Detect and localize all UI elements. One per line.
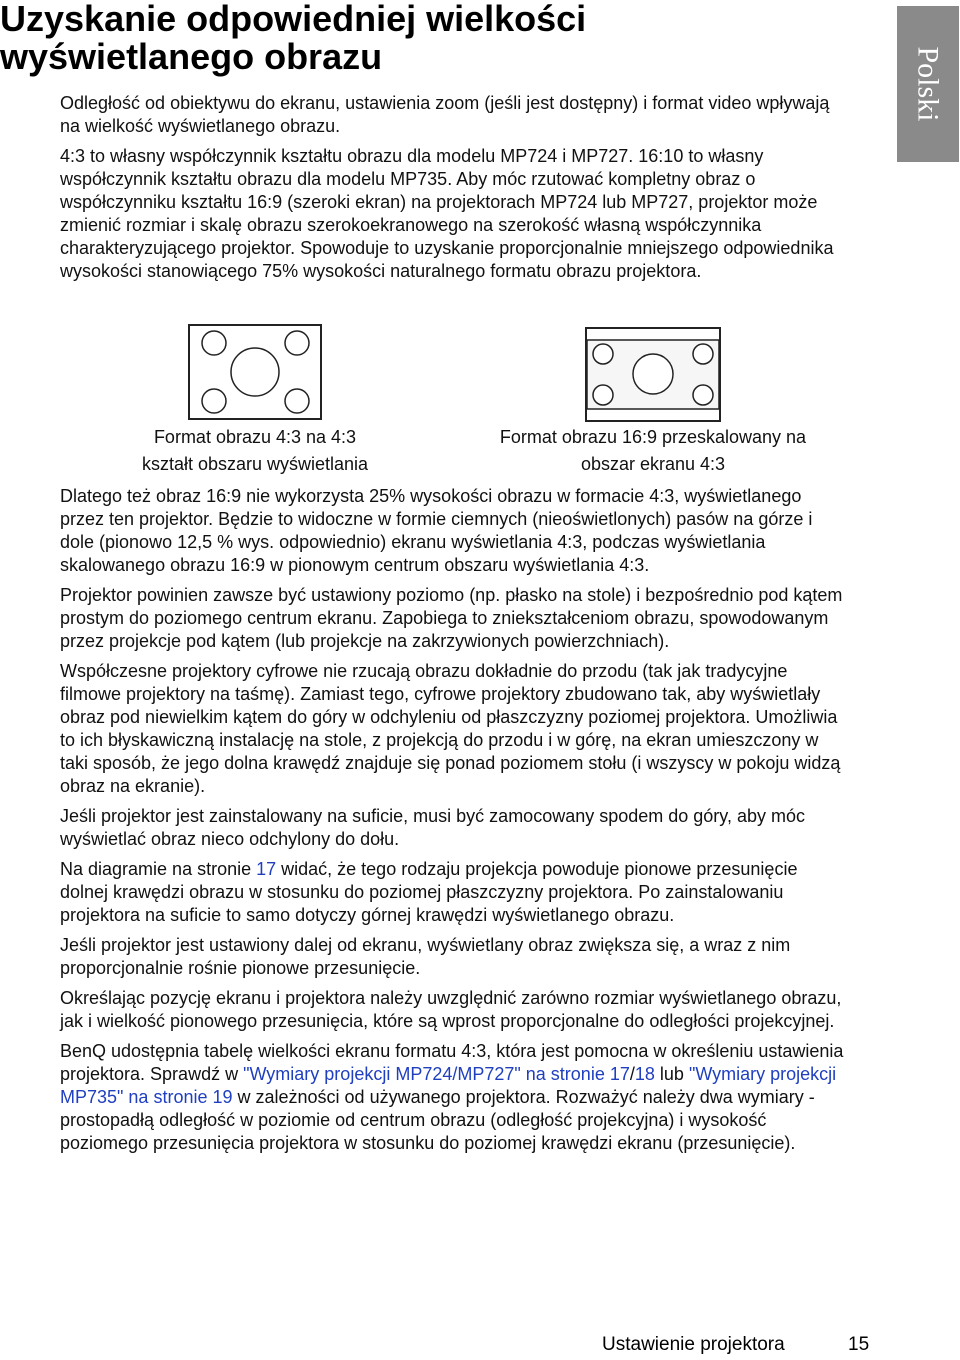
body-paragraph: Jeśli projektor jest ustawiony dalej od ekranu, wyświetlany obraz zwiększa się, a wraz z nim proporcjonalnie rośnie pionowe przesunięcie. <box>60 935 791 978</box>
final-text-3: w zależności od używanego projektora. Rozważyć należy dwa wymiary - prostopadłą odległość w poziomie od centrum obrazu (odległość projekcyjna) i wysokość poziomego przesunięcia projektora w stosunku do poziomej krawędzi ekranu (przesunięcie). <box>60 1087 815 1153</box>
title-line-1: Uzyskanie odpowiedniej wielkości <box>0 0 587 39</box>
body-paragraph: Współczesne projektory cyfrowe nie rzucają obrazu dokładnie do przodu (tak jak tradycyjne filmowe projektory na taśmę). Zamiast tego, cyfrowe projektory zbudowano tak, aby wyświetlały obraz pod niewielkim kątem do góry w odchyleniu od płaszczyzny poziomej projektora. Umożliwia to ich błyskawiczną instalację na stole, z projekcją do przodu i w górę, na ekran umieszczony w taki sposób, że jego dolna krawędź znajduje się ponad poziomem stołu (i wszyscy w pokoju widzą obraz na ekranie). <box>60 661 841 796</box>
figure-4x3-image <box>190 326 320 418</box>
final-text-2: lub <box>654 1064 689 1084</box>
intro-paragraph: 4:3 to własny współczynnik kształtu obrazu dla modelu MP724 i MP727. 16:10 to własny współczynnik kształtu obrazu dla modelu MP735. Aby móc rzutować kompletny obraz o współczynniku kształtu 16:9 (szeroki ekran) na projektorach MP724 lub MP727, projektor może zmienić rozmiar i skalę obrazu szerokoekranowego na szerokość własną współczynnika charakteryzującego projektor. Spowoduje to uzyskanie proporcjonalnie mniejszego odpowiednika wysokości stanowiącego 75% wysokości naturalnego formatu obrazu projektora. <box>60 146 834 281</box>
page-17-link[interactable]: 17 <box>256 859 277 879</box>
figure-4x3-caption <box>100 424 410 478</box>
figure-16x9-frame <box>585 327 721 422</box>
body-paragraph: Jeśli projektor jest zainstalowany na suficie, musi być zamocowany spodem do góry, aby móc wyświetlać obraz nieco odchylony do dołu. <box>60 806 805 849</box>
caption-line: Format obrazu 4:3 na 4:3 <box>153 427 357 447</box>
mp724-mp727-link[interactable]: "Wymiary projekcji MP724/MP727" na stronie 17 <box>243 1064 630 1084</box>
intro-section <box>60 92 850 290</box>
figure-16x9-image <box>587 329 719 420</box>
mp735-link[interactable]: "Wymiary projekcji MP735" na stronie 19 <box>60 1064 837 1107</box>
language-tab-label: Polski <box>912 46 945 122</box>
figure-16x9-caption <box>460 424 846 478</box>
body-paragraph: Określając pozycję ekranu i projektora należy uwzględnić zarówno rozmiar wyświetlanego obrazu, jak i wielkość pionowego przesunięcia, które są wprost proporcjonalne do odległości projekcyjnej. <box>60 988 842 1031</box>
figure-4x3-frame <box>188 324 322 420</box>
title-line-2: wyświetlanego obrazu <box>0 36 383 77</box>
page-18-link[interactable]: 18 <box>634 1064 655 1084</box>
final-separator: / <box>629 1064 635 1084</box>
body-paragraph: Dlatego też obraz 16:9 nie wykorzysta 25% wysokości obrazu w formacie 4:3, wyświetlanego przez ten projektor. Będzie to widoczne w formie ciemnych (nieoświetlonych) pasów na górze i dole (pionowo 12,5 % wys. odpowiednio) ekranu wyświetlania 4:3, podczas wyświetlania skalowanego obrazu 16:9 w pionowym centrum obszaru wyświetlania 4:3. <box>60 486 813 575</box>
diagram-text-before: Na diagramie na stronie <box>60 859 257 879</box>
caption-line: obszar ekranu 4:3 <box>580 454 726 474</box>
final-text-1: BenQ udostępnia tabelę wielkości ekranu formatu 4:3, która jest pomocna w określeniu ustawienia projektora. Sprawdź w <box>60 1041 844 1084</box>
diagram-text-after: widać, że tego rodzaju projekcja powoduje pionowe przesunięcie dolnej krawędzi obrazu w stosunku do poziomej płaszczyzny projektora. Po zainstalowaniu projektora na suficie to samo dotyczy górnej krawędzi wyświetlanego obrazu. <box>60 859 798 925</box>
language-tab[interactable] <box>897 6 959 162</box>
footer-section-title: Ustawienie projektora <box>602 1334 785 1355</box>
page-title <box>0 0 720 76</box>
body-paragraph: Projektor powinien zawsze być ustawiony poziomo (np. płasko na stole) i bezpośrednio pod kątem prostym do poziomego centrum ekranu. Zapobiega to zniekształceniom obrazu, spowodowanym przez projekcje pod kątem (lub projekcje na zakrzywionych powierzchniach). <box>60 585 843 651</box>
caption-line: kształt obszaru wyświetlania <box>141 454 369 474</box>
body-section <box>60 485 850 1162</box>
final-paragraph <box>60 1040 850 1155</box>
footer-page-number: 15 <box>848 1334 870 1355</box>
diagram-paragraph <box>60 858 850 927</box>
caption-line: Format obrazu 16:9 przeskalowany na <box>499 427 807 447</box>
intro-paragraph: Odległość od obiektywu do ekranu, ustawienia zoom (jeśli jest dostępny) i format video wpływają na wielkość wyświetlanego obrazu. <box>60 93 830 136</box>
